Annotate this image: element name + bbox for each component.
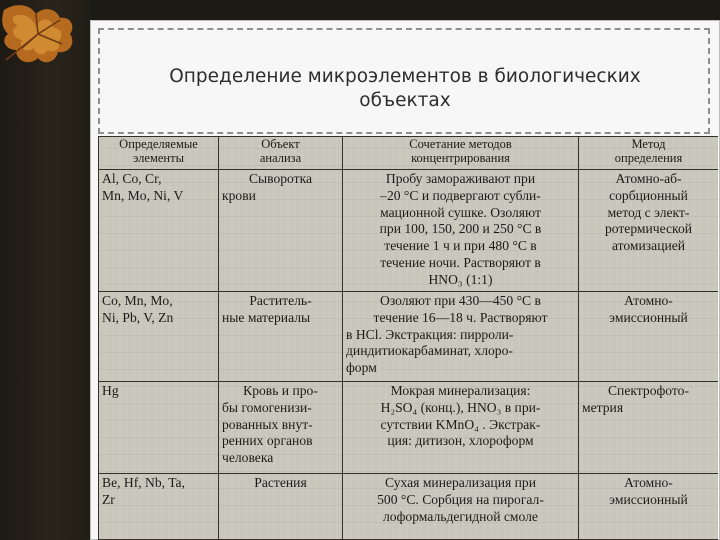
cell-line: Мокрая минерализация: (390, 383, 531, 398)
cell-line: человека (222, 450, 274, 466)
cell-elements (99, 382, 219, 474)
cell-line: метрия (582, 399, 624, 415)
table-header-row (99, 137, 719, 170)
cell-line: ротермической (604, 221, 693, 237)
cell-line: в HCl. Экстракция: пирроли- (346, 326, 514, 342)
cell-line: 500 °С. Сорбция на пирогал- (377, 491, 544, 507)
cell-line: Спектрофото- (607, 383, 689, 398)
cell-line: –20 °С и подвергают субли- (380, 187, 541, 203)
cell-line: эмиссионный (609, 491, 688, 507)
cell-object (219, 382, 343, 474)
cell-line: ренних органов (222, 433, 313, 449)
cell-line: ные материалы (222, 309, 311, 325)
table-row (99, 170, 719, 292)
cell-line: Zr (102, 491, 115, 507)
table-row (99, 382, 719, 474)
cell-line: атомизацией (611, 238, 686, 254)
cell-line: течение ночи. Растворяют в (380, 254, 541, 270)
header-concentration (343, 137, 579, 170)
cell-line: мационной сушке. Озоляют (380, 204, 541, 220)
cell-line: Be, Hf, Nb, Ta, (102, 475, 185, 490)
cell-object (219, 474, 343, 540)
cell-line: крови (222, 187, 256, 203)
cell-line: диндитиокарбаминат, хлоро- (346, 343, 513, 359)
cell-concentration (343, 382, 579, 474)
cell-line: Ni, Pb, V, Zn (102, 309, 174, 325)
cell-line: Раститель- (249, 293, 312, 308)
cell-line: HNO₃ (1:1) (428, 271, 493, 287)
cell-method (579, 170, 719, 292)
cell-line: форм (346, 360, 377, 376)
cell-line: сутствии KMnO₄ . Экстрак- (380, 416, 541, 432)
cell-line: сорбционный (609, 187, 688, 203)
cell-method (579, 474, 719, 540)
cell-method (579, 292, 719, 382)
cell-line: Mn, Mo, Ni, V (102, 187, 184, 203)
header-line: Объект (261, 137, 300, 151)
cell-line: при 100, 150, 200 и 250 °С в (379, 221, 542, 237)
cell-line: H₂SO₄ (конц.), HNO₃ в при- (380, 399, 541, 415)
autumn-leaf-icon (0, 0, 80, 72)
cell-line: Озоляют при 430—450 °С в (380, 293, 541, 308)
slide-title: Определение микроэлементов в биологических объектах (169, 66, 641, 111)
cell-line: Атомно- (624, 293, 673, 308)
header-line: элементы (133, 150, 184, 165)
cell-concentration (343, 292, 579, 382)
cell-line: метод с элект- (607, 204, 690, 220)
scanned-table (98, 136, 718, 540)
cell-elements (99, 292, 219, 382)
header-method (579, 137, 719, 170)
cell-object (219, 170, 343, 292)
header-line: анализа (259, 150, 302, 165)
cell-method (579, 382, 719, 474)
cell-concentration (343, 170, 579, 292)
cell-line: Сыворотка (248, 171, 313, 186)
cell-line: Атомно- (624, 475, 673, 490)
cell-line: Растения (254, 475, 307, 490)
cell-line: течение 16—18 ч. Растворяют (373, 309, 548, 325)
cell-line: бы гомогенизи- (222, 399, 312, 415)
header-line: концентрирования (411, 150, 510, 165)
cell-line: Hg (102, 383, 119, 398)
cell-line: Сухая минерализация при (385, 475, 536, 490)
header-line: Сочетание методов (409, 137, 512, 151)
cell-line: Атомно-аб- (615, 171, 682, 186)
cell-line: ция: дитизон, хлороформ (387, 433, 534, 449)
header-object (219, 137, 343, 170)
header-line: Определяемые (119, 137, 198, 151)
cell-line: Пробу замораживают при (385, 171, 536, 186)
cell-line: течение 1 ч и при 480 °С в (384, 238, 537, 254)
cell-line: лоформальдегидной смоле (383, 508, 538, 524)
slide (90, 20, 720, 540)
cell-object (219, 292, 343, 382)
cell-line: эмиссионный (609, 309, 688, 325)
left-decorative-band (0, 0, 90, 540)
cell-line: Al, Co, Cr, (102, 171, 162, 186)
top-decorative-band (90, 0, 720, 20)
cell-concentration (343, 474, 579, 540)
cell-line: Co, Mn, Mo, (102, 293, 173, 308)
scanned-table-image (98, 136, 718, 540)
cell-elements (99, 170, 219, 292)
header-line: Метод (631, 137, 666, 151)
cell-elements (99, 474, 219, 540)
header-line: определения (614, 150, 683, 165)
table-row (99, 474, 719, 540)
header-elements (99, 137, 219, 170)
cell-line: Кровь и про- (243, 383, 318, 398)
table-row (99, 292, 719, 382)
cell-line: рованных внут- (222, 416, 313, 432)
